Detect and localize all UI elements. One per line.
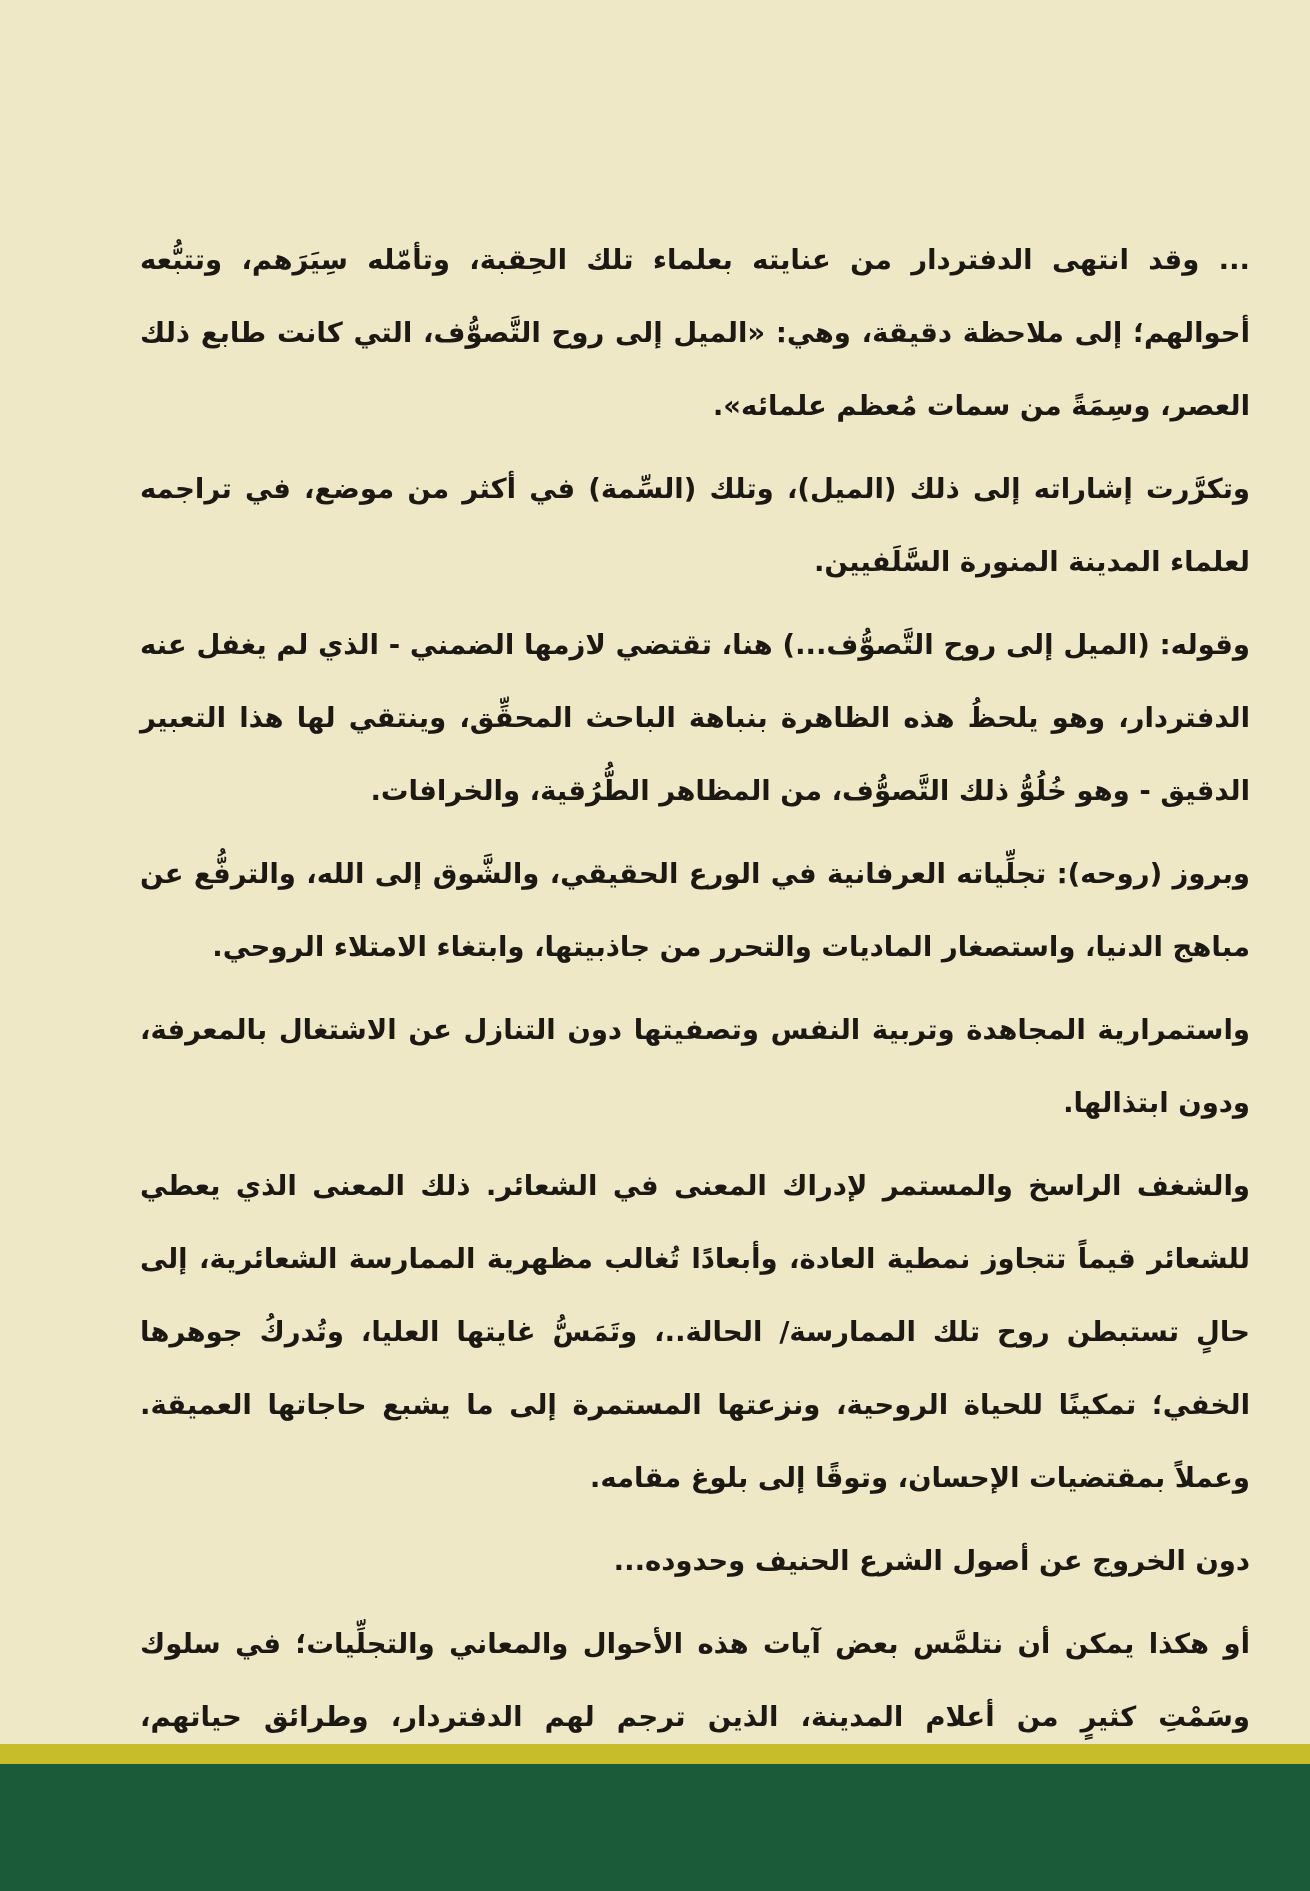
paragraph-2: وتكرَّرت إشاراته إلى ذلك (الميل)، وتلك (السِّمة) في أكثر من موضع، في تراجمه لعلماء المدينة المنورة السَّلَفيين. [140,473,1250,578]
paragraph-5: واستمرارية المجاهدة وتربية النفس وتصفيتها دون التنازل عن الاشتغال بالمعرفة، ودون ابتذالها. [140,1014,1250,1119]
paragraph-8: أو هكذا يمكن أن نتلمَّس بعض آيات هذه الأحوال والمعاني والتجلِّيات؛ في سلوك وسَمْتِ كثيرٍ من أعلام المدينة، الذين ترجم لهم الدفتردار، وطرائق حياتهم، [140,1628,1250,1733]
paragraph-1: ... وقد انتهى الدفتردار من عنايته بعلماء تلك الحِقبة، وتأمّله سِيَرَهم، وتتبُّعه أحوالهم؛ إلى ملاحظة دقيقة، وهي: «الميل إلى روح التَّصوُّف، التي كانت طابع ذلك العصر، وسِمَةً من سمات مُعظم علمائه». [140,244,1250,422]
paragraph-6: والشغف الراسخ والمستمر لإدراك المعنى في الشعائر. ذلك المعنى الذي يعطي للشعائر قيماً تتجاوز نمطية العادة، وأبعادًا تُغالب مظهرية الممارسة الشعائرية، إلى حالٍ تستبطن روح تلك الممارسة/ الحالة..، وتَمَسُّ غايتها العليا، وتُدركُ جوهرها الخفي؛ تمكينًا للحياة الروحية، ونزعتها المستمرة إلى ما يشبع حاجاتها العميقة. وعملاً بمقتضيات الإحسان، وتوقًا إلى بلوغ مقامه. [140,1170,1250,1494]
green-footer-band [0,1764,1310,1891]
paragraph-3: وقوله: (الميل إلى روح التَّصوُّف...) هنا، تقتضي لازمها الضمني - الذي لم يغفل عنه الدفتردار، وهو يلحظُ هذه الظاهرة بنباهة الباحث المحقِّق، وينتقي لها هذا التعبير الدقيق - وهو خُلُوُّ ذلك التَّصوُّف، من المظاهر الطُّرُقية، والخرافات. [140,629,1250,807]
paragraph-4: وبروز (روحه): تجلِّياته العرفانية في الورع الحقيقي، والشَّوق إلى الله، والترفُّع عن مباهج الدنيا، واستصغار الماديات والتحرر من جاذبيتها، وابتغاء الامتلاء الروحي. [140,858,1250,963]
yellow-stripe [0,1744,1310,1764]
body-text [140,224,1250,1837]
paragraph-7: دون الخروج عن أصول الشرع الحنيف وحدوده... [613,1545,1250,1577]
